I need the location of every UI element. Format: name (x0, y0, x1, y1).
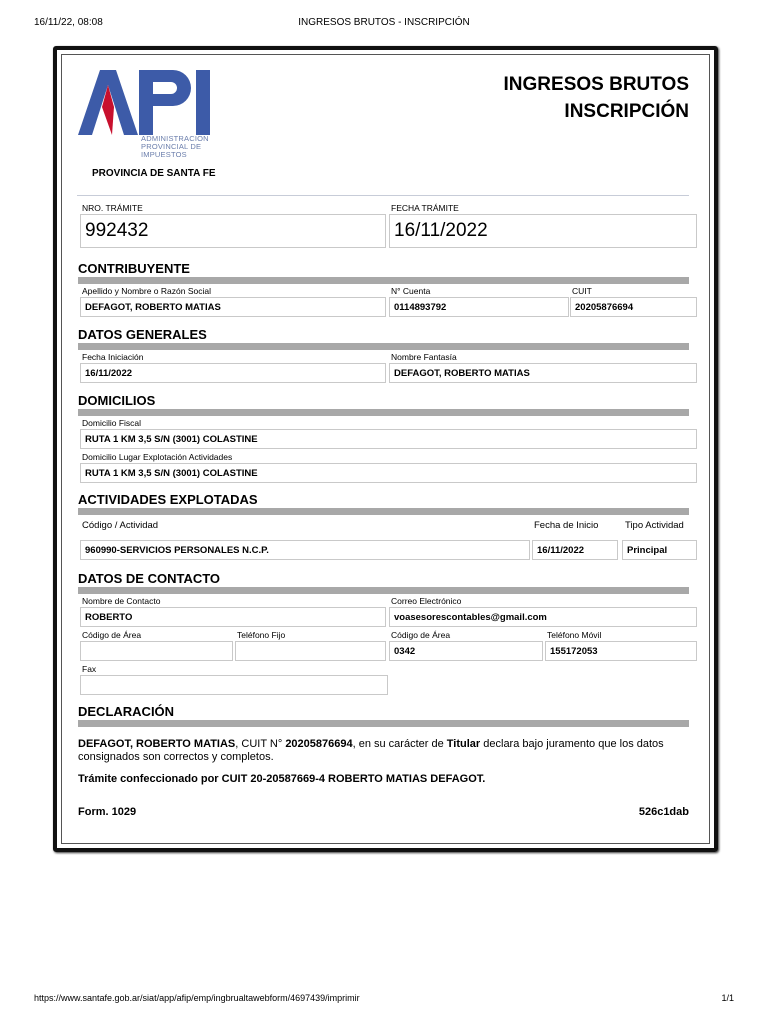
document-body (61, 54, 710, 844)
col-header-codigo: Código / Actividad (82, 520, 159, 531)
section-title-declaracion: DECLARACIÓN (78, 704, 175, 719)
cuit-label: CUIT (572, 286, 592, 296)
tramite-nro-field: 992432 (80, 214, 386, 248)
area-fijo-label: Código de Área (82, 630, 142, 640)
domicilio-explotacion-field: RUTA 1 KM 3,5 S/N (3001) COLASTINE (80, 463, 697, 483)
print-datetime: 16/11/22, 08:08 (34, 17, 103, 28)
col-header-tipo: Tipo Actividad (625, 520, 684, 531)
tramite-nro-label: NRO. TRÁMITE (82, 203, 143, 213)
tramite-fecha-field: 16/11/2022 (389, 214, 697, 248)
section-title-domicilios: DOMICILIOS (78, 393, 156, 408)
domicilio-fiscal-label: Domicilio Fiscal (82, 418, 142, 428)
section-title-contacto: DATOS DE CONTACTO (78, 571, 221, 586)
actividad-tipo-cell: Principal (622, 540, 697, 560)
telefono-fijo-label: Teléfono Fijo (237, 630, 286, 640)
divider (77, 195, 689, 196)
cuenta-label: N° Cuenta (391, 286, 431, 296)
declaracion-text: DEFAGOT, ROBERTO MATIAS, CUIT N° 20205876694, en su carácter de Titular declara bajo juramento que los datos consignados son correctos y completos. (78, 738, 664, 763)
section-title-actividades: ACTIVIDADES EXPLOTADAS (78, 492, 258, 507)
print-footer (34, 993, 734, 1007)
logo-subtitle: ADMINISTRACION PROVINCIAL DE IMPUESTOS (141, 134, 209, 159)
contacto-nombre-label: Nombre de Contacto (82, 596, 161, 606)
contacto-nombre-field: ROBERTO (80, 607, 386, 627)
domicilio-explotacion-label: Domicilio Lugar Explotación Actividades (82, 452, 233, 462)
declaracion-caracter: Titular (446, 738, 481, 750)
section-bar (78, 409, 689, 416)
province-name: PROVINCIA DE SANTA FE (92, 168, 216, 179)
telefono-movil-label: Teléfono Móvil (547, 630, 602, 640)
col-header-inicio: Fecha de Inicio (534, 520, 599, 531)
section-title-contribuyente: CONTRIBUYENTE (78, 261, 190, 276)
api-logo-icon (78, 65, 218, 145)
print-page-number: 1/1 (721, 993, 734, 1003)
section-title-datos-generales: DATOS GENERALES (78, 327, 207, 342)
area-movil-label: Código de Área (391, 630, 451, 640)
fax-field (80, 675, 388, 695)
area-movil-field: 0342 (389, 641, 543, 661)
fax-label: Fax (82, 664, 97, 674)
document-hash: 526c1dab (638, 806, 689, 818)
domicilio-fiscal-field: RUTA 1 KM 3,5 S/N (3001) COLASTINE (80, 429, 697, 449)
section-bar (78, 587, 689, 594)
page-title: INGRESOS BRUTOS INSCRIPCIÓN (503, 74, 689, 122)
nombre-field: DEFAGOT, ROBERTO MATIAS (80, 297, 386, 317)
tramite-confeccionado: Trámite confeccionado por CUIT 20-20587669-4 ROBERTO MATIAS DEFAGOT. (78, 773, 486, 785)
print-url: https://www.santafe.gob.ar/siat/app/afip/emp/ingbrualtawebform/4697439/imprimir (34, 993, 360, 1003)
print-title: INGRESOS BRUTOS - INSCRIPCIÓN (298, 17, 470, 28)
print-header (34, 17, 734, 31)
section-bar (78, 720, 689, 727)
cuit-field: 20205876694 (570, 297, 697, 317)
fecha-iniciacion-label: Fecha Iniciación (82, 352, 144, 362)
section-bar (78, 343, 689, 350)
cuenta-field: 0114893792 (389, 297, 569, 317)
section-bar (78, 508, 689, 515)
correo-label: Correo Electrónico (391, 596, 462, 606)
form-number: Form. 1029 (78, 806, 137, 818)
fantasia-field: DEFAGOT, ROBERTO MATIAS (389, 363, 697, 383)
fantasia-label: Nombre Fantasía (391, 352, 457, 362)
tramite-fecha-label: FECHA TRÁMITE (391, 203, 459, 213)
correo-field: voasesorescontables@gmail.com (389, 607, 697, 627)
actividad-inicio-cell: 16/11/2022 (532, 540, 618, 560)
document-frame (53, 46, 718, 852)
fecha-iniciacion-field: 16/11/2022 (80, 363, 386, 383)
api-logo (78, 65, 218, 185)
nombre-label: Apellido y Nombre o Razón Social (82, 286, 211, 296)
declaracion-name: DEFAGOT, ROBERTO MATIAS (78, 738, 236, 750)
declaracion-cuit: 20205876694 (285, 738, 353, 750)
section-bar (78, 277, 689, 284)
actividad-codigo-cell: 960990-SERVICIOS PERSONALES N.C.P. (80, 540, 530, 560)
telefono-movil-field: 155172053 (545, 641, 697, 661)
area-fijo-field (80, 641, 233, 661)
telefono-fijo-field (235, 641, 386, 661)
